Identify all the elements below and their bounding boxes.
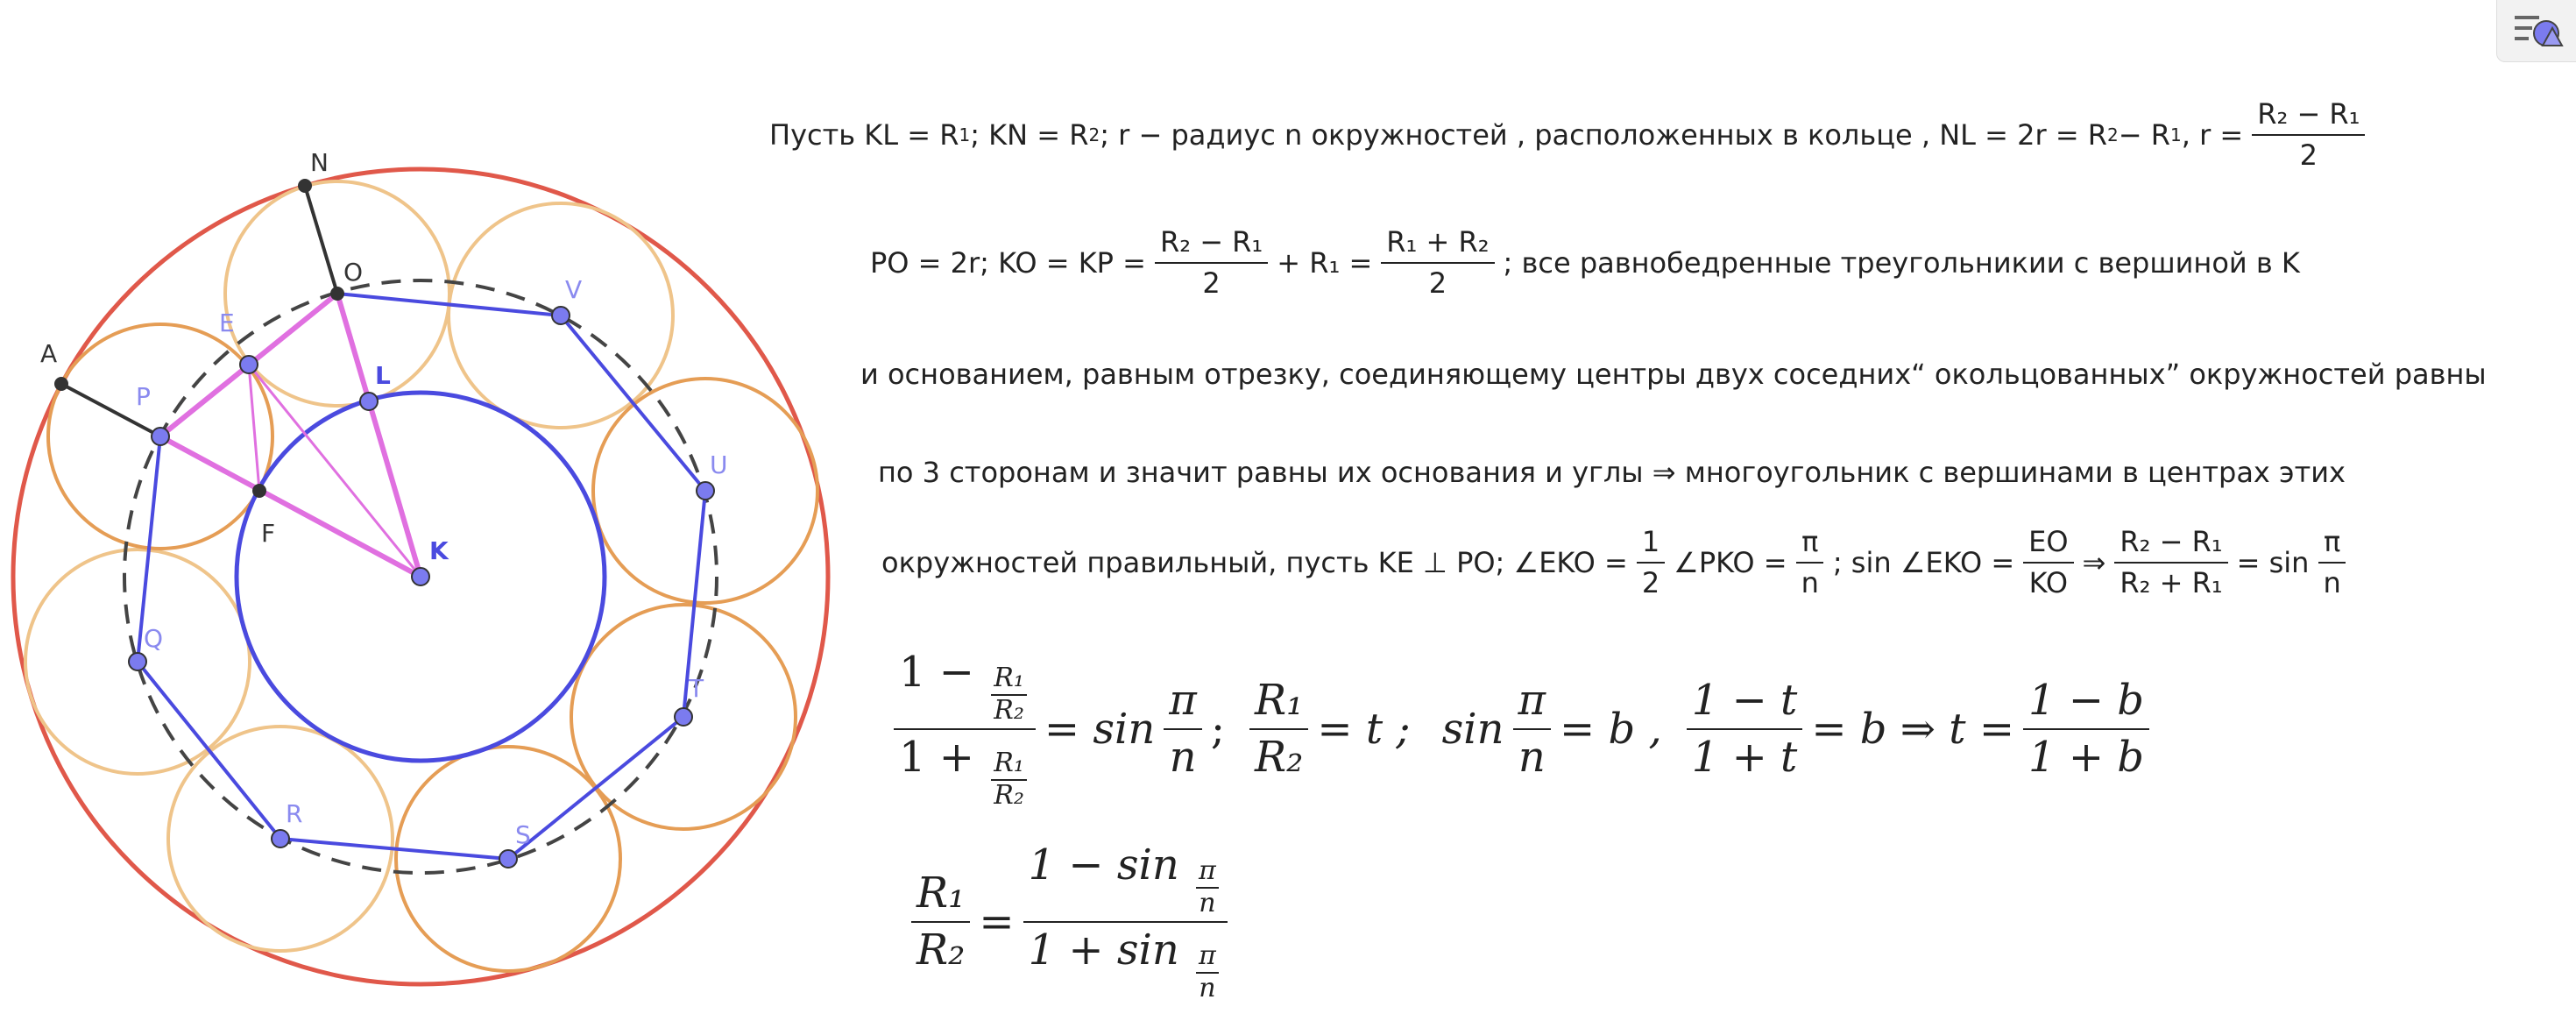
line-5-f4-den: R₂ + R₁ bbox=[2120, 565, 2223, 599]
line-6-f: sin bbox=[1441, 705, 1504, 754]
line-1-a-sub: 1 bbox=[959, 124, 971, 145]
point-p bbox=[152, 428, 169, 445]
label-o: O bbox=[343, 258, 364, 287]
line-7-c-den-text: 1 + sin bbox=[1028, 925, 1193, 975]
line-6-j-num: 1 − b bbox=[2023, 677, 2149, 730]
line-5-a: окружностей правильный, пусть KE ⊥ PO; ∠EKO = bbox=[881, 545, 1628, 579]
line-7-b: = bbox=[979, 897, 1015, 947]
style-bar-toggle-button[interactable] bbox=[2496, 0, 2576, 62]
line-6-f-den: n bbox=[1518, 733, 1546, 782]
line-1-frac-num: R₂ − R₁ bbox=[2252, 98, 2365, 136]
point-n bbox=[298, 179, 312, 193]
line-2-fraction-1 bbox=[1155, 226, 1268, 300]
line-6-h-den: 1 + t bbox=[1691, 733, 1798, 782]
line-7-c-den-fd: n bbox=[1199, 973, 1216, 1003]
line-6-j-den: 1 + b bbox=[2028, 733, 2145, 782]
line-6-a-num-1: 1 − bbox=[899, 648, 988, 697]
label-t: T bbox=[689, 674, 704, 703]
line-1-c3: , r = bbox=[2181, 117, 2244, 152]
line-1-c2: − R bbox=[2118, 117, 2170, 152]
line-2-f2-num: R₁ + R₂ bbox=[1381, 226, 1494, 264]
line-2-a: PO = 2r; KO = KP = bbox=[870, 245, 1146, 280]
line-6-a-num-r2: R₂ bbox=[994, 695, 1024, 726]
label-n: N bbox=[310, 148, 329, 177]
label-e: E bbox=[219, 308, 235, 337]
label-v: V bbox=[565, 275, 583, 304]
line-7-fraction-c bbox=[1023, 841, 1228, 1003]
label-s: S bbox=[515, 820, 531, 849]
line-6-b-num: π bbox=[1164, 677, 1202, 730]
label-u: U bbox=[710, 450, 728, 479]
line-5-f2-num: π bbox=[1796, 526, 1823, 564]
line-5-b: ∠PKO = bbox=[1674, 545, 1787, 579]
line-5-fraction-2 bbox=[1796, 526, 1824, 599]
line-6-d-num: R₁ bbox=[1249, 677, 1308, 730]
line-7-fraction-a bbox=[911, 869, 970, 975]
line-1-b: ; KN = R bbox=[970, 117, 1089, 152]
point-a bbox=[54, 377, 68, 391]
line-6-fraction-a bbox=[894, 649, 1036, 810]
line-6-a-den-mini bbox=[991, 748, 1027, 810]
line-5-f3-num: EO bbox=[2023, 526, 2073, 564]
line-6-a-den bbox=[894, 730, 1036, 810]
point-t bbox=[675, 708, 692, 726]
label-r: R bbox=[286, 799, 303, 828]
line-6-c: ; bbox=[1210, 705, 1225, 754]
point-v bbox=[552, 307, 570, 324]
line-6-a-num-mini bbox=[991, 663, 1027, 725]
line-7-c-den-fn: π bbox=[1196, 941, 1219, 974]
line-1-c-sub1: 2 bbox=[2107, 124, 2119, 145]
line-6-fraction-j bbox=[2023, 677, 2149, 782]
line-7-a-num: R₁ bbox=[911, 869, 970, 923]
line-5-f4-num: R₂ − R₁ bbox=[2114, 526, 2227, 564]
line-3 bbox=[860, 358, 2487, 391]
line-1-c: ; r − радиус n окружностей , расположенных в кольце , NL = 2r = R bbox=[1100, 117, 2108, 152]
line-2-f1-den: 2 bbox=[1202, 266, 1221, 300]
line-6-fraction-f bbox=[1513, 677, 1552, 782]
line-7-a-den: R₂ bbox=[916, 925, 966, 975]
line-5-f1-num: 1 bbox=[1637, 526, 1665, 564]
point-labels bbox=[40, 148, 728, 849]
line-5-f1-den: 2 bbox=[1641, 565, 1660, 599]
line-1 bbox=[769, 98, 2374, 172]
segment-ok bbox=[337, 294, 421, 577]
line-2-fraction-2 bbox=[1381, 226, 1494, 300]
line-6-d-den: R₂ bbox=[1255, 733, 1304, 782]
line-7-c-num-fn: π bbox=[1196, 856, 1219, 889]
point-u bbox=[697, 482, 714, 500]
line-2 bbox=[870, 226, 2300, 300]
point-k bbox=[412, 568, 429, 585]
triangle-construction bbox=[160, 294, 421, 577]
line-5-fraction-3 bbox=[2023, 526, 2073, 599]
line-6-fraction-d bbox=[1249, 677, 1308, 782]
line-6 bbox=[885, 649, 2158, 810]
line-6-b-den: n bbox=[1169, 733, 1197, 782]
line-6-a-num-r1: R₁ bbox=[991, 663, 1027, 696]
line-7-c-num-fd: n bbox=[1199, 888, 1216, 918]
line-7-c-num bbox=[1023, 841, 1228, 923]
line-5-f5-num: π bbox=[2318, 526, 2346, 564]
line-2-b: + R₁ = bbox=[1277, 245, 1373, 280]
line-6-fraction-h bbox=[1687, 677, 1803, 782]
line-7-c-num-text: 1 − sin bbox=[1028, 840, 1193, 890]
label-a: A bbox=[40, 339, 58, 368]
line-5-fraction-1 bbox=[1637, 526, 1665, 599]
label-p: P bbox=[136, 382, 151, 411]
line-7-c-den-mini bbox=[1196, 941, 1219, 1003]
line-6-fraction-b bbox=[1164, 677, 1202, 782]
label-q: Q bbox=[144, 624, 164, 653]
point-s bbox=[499, 850, 517, 868]
line-5-e: = sin bbox=[2236, 545, 2310, 579]
geometry-diagram bbox=[0, 0, 841, 1021]
line-1-frac-den: 2 bbox=[2299, 138, 2318, 172]
point-q bbox=[129, 653, 146, 670]
line-5-f2-den: n bbox=[1801, 565, 1819, 599]
line-5-c: ; sin ∠EKO = bbox=[1832, 545, 2015, 579]
line-1-fraction bbox=[2252, 98, 2365, 172]
point-r bbox=[272, 830, 289, 847]
line-4 bbox=[878, 456, 2346, 489]
line-7-c-den bbox=[1023, 923, 1228, 1003]
line-5 bbox=[881, 526, 2355, 599]
line-5-f5-den: n bbox=[2323, 565, 2341, 599]
line-2-f1-num: R₂ − R₁ bbox=[1155, 226, 1268, 264]
line-6-g: = b , bbox=[1560, 705, 1662, 754]
line-6-i: = b ⇒ t = bbox=[1811, 705, 2015, 754]
line-1-b-sub: 2 bbox=[1088, 124, 1100, 145]
point-l bbox=[360, 393, 378, 410]
point-o bbox=[330, 287, 344, 301]
point-f bbox=[252, 484, 266, 498]
line-1-c-sub2: 1 bbox=[2169, 124, 2182, 145]
label-f: F bbox=[261, 519, 276, 548]
line-7 bbox=[902, 841, 1236, 1003]
line-3-text: и основанием, равным отрезку, соединяющему центры двух соседних“ окольцованных” окружностей равны bbox=[860, 358, 2487, 391]
segment-pk bbox=[160, 436, 421, 577]
line-1-a: Пусть KL = R bbox=[769, 117, 959, 152]
line-5-f3-den: KO bbox=[2028, 565, 2069, 599]
line-6-b: = sin bbox=[1044, 705, 1156, 754]
line-5-fraction-4 bbox=[2114, 526, 2227, 599]
line-2-f2-den: 2 bbox=[1428, 266, 1447, 300]
style-bar-icon bbox=[2497, 0, 2576, 61]
label-k: K bbox=[429, 536, 449, 565]
line-6-e: = t ; bbox=[1317, 705, 1411, 754]
line-6-h-num: 1 − t bbox=[1687, 677, 1803, 730]
line-6-f-num: π bbox=[1513, 677, 1552, 730]
line-6-a-den-r2: R₂ bbox=[994, 780, 1024, 811]
line-6-a-num bbox=[894, 649, 1036, 730]
line-4-text: по 3 сторонам и значит равны их основания и углы ⇒ многоугольник с вершинами в центрах этих bbox=[878, 456, 2346, 489]
line-5-d: ⇒ bbox=[2082, 545, 2106, 579]
line-7-c-num-mini bbox=[1196, 856, 1219, 918]
line-6-a-den-r1: R₁ bbox=[991, 748, 1027, 781]
segment-on bbox=[305, 186, 337, 294]
point-e bbox=[240, 356, 258, 373]
line-2-c: ; все равнобедренные треугольникии с вершиной в K bbox=[1503, 245, 2300, 280]
line-6-a-den-1: 1 + bbox=[899, 733, 988, 782]
line-5-fraction-5 bbox=[2318, 526, 2346, 599]
label-l: L bbox=[375, 361, 391, 390]
